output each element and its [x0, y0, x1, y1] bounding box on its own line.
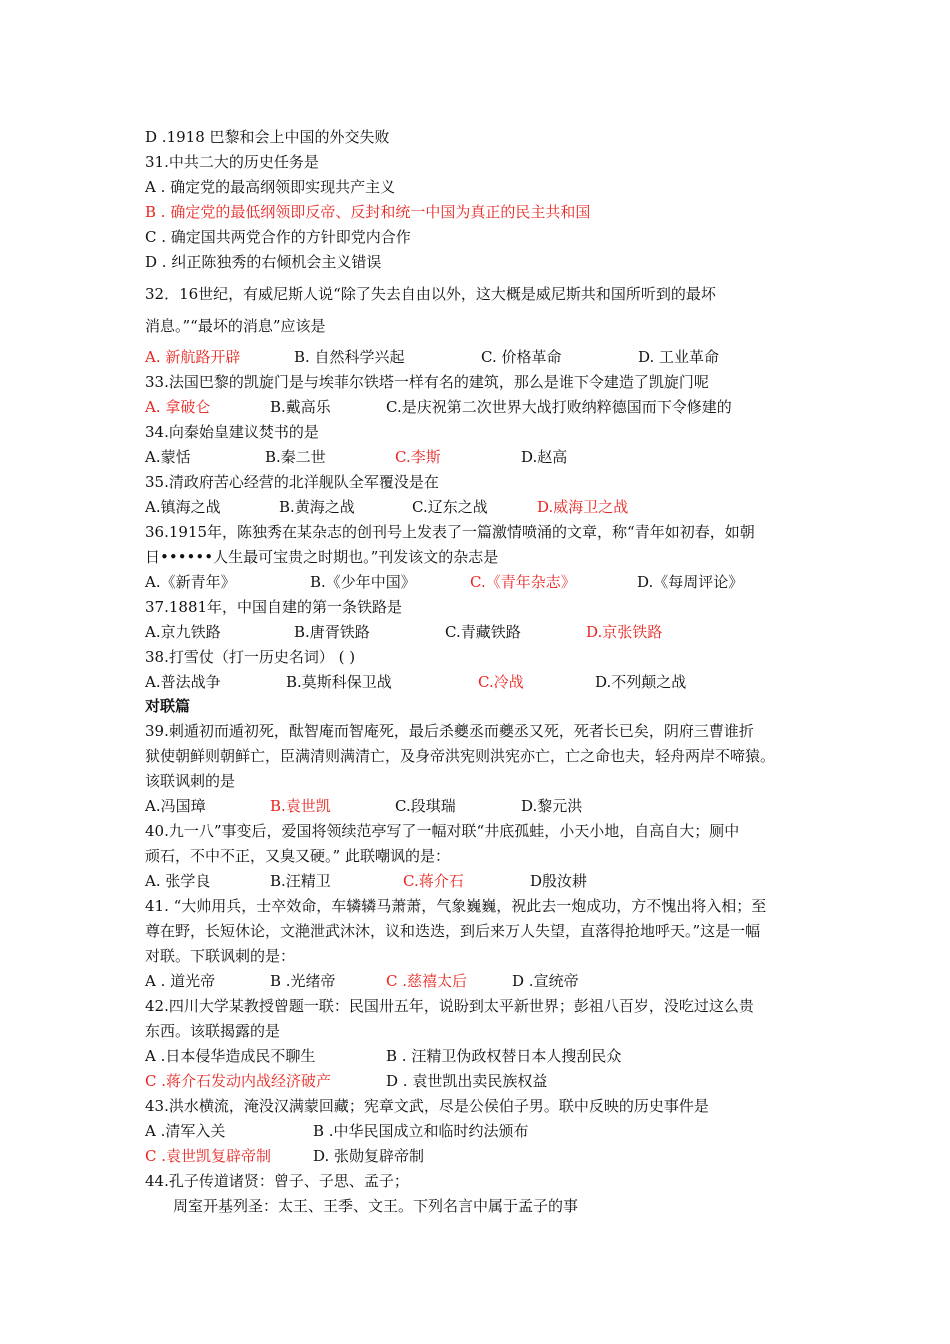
q39-stem-line1: 39.刺遁初而遁初死，酞智庵而智庵死，最后杀夔丞而夔丞又死，死者长已矣，阴府三曹谁折	[145, 722, 754, 740]
q39-stem-line3: 该联讽刺的是	[145, 772, 236, 790]
q36-stem-line1: 36.1915年，陈独秀在某杂志的创刊号上发表了一篇激情喷涌的文章，称“青年如初春，如朝	[145, 523, 755, 541]
q37-option-c: C.青藏铁路	[445, 623, 521, 641]
q39-option-d: D.黎元洪	[521, 797, 583, 815]
q32-option-c: C. 价格革命	[481, 348, 562, 366]
q34-option-c-answer: C.李斯	[395, 448, 441, 466]
q44-stem-line1: 44.孔子传道诸贤：曾子、子思、孟子；	[145, 1172, 409, 1190]
q37-option-b: B.唐胥铁路	[294, 623, 370, 641]
q32-option-a-answer: A. 新航路开辟	[145, 348, 241, 366]
q38-option-a: A.普法战争	[145, 673, 221, 691]
q40-stem-line1: 40.九一八”事变后，爱国将领续范亭写了一幅对联“井底孤蛙，小天小地，自高自大；厕中	[145, 822, 740, 840]
q41-option-c-answer: C .慈禧太后	[386, 972, 468, 990]
q36-option-a: A.《新青年》	[145, 573, 236, 591]
q32-stem-line2: 消息。”“最坏的消息”应该是	[145, 317, 326, 335]
q38-option-c-answer: C.冷战	[478, 673, 524, 691]
q35-option-a: A.镇海之战	[145, 498, 221, 516]
q40-option-a: A. 张学良	[145, 872, 211, 890]
q32-option-d: D. 工业革命	[638, 348, 720, 366]
q43-option-d: D. 张勋复辟帝制	[313, 1147, 425, 1165]
q40-option-b: B.汪精卫	[270, 872, 331, 890]
q42-stem-line2: 东西。该联揭露的是	[145, 1022, 281, 1040]
q31-option-c: C . 确定国共两党合作的方针即党内合作	[145, 228, 411, 246]
section-heading: 对联篇	[145, 697, 191, 715]
q38-option-b: B.莫斯科保卫战	[286, 673, 392, 691]
q36-option-c-answer: C.《青年杂志》	[470, 573, 576, 591]
q33-option-a-answer: A. 拿破仑	[145, 398, 211, 416]
q31-stem: 31.中共二大的历史任务是	[145, 153, 319, 171]
q34-option-d: D.赵高	[521, 448, 568, 466]
q41-stem-line2: 尊在野，长短休论，文滟泄武沐沐，议和迭迭，到后来万人失望，直落得抢地呼天。”这是一幅	[145, 922, 761, 940]
q35-option-c: C.辽东之战	[412, 498, 488, 516]
q37-option-d-answer: D.京张铁路	[586, 623, 663, 641]
q43-option-b: B .中华民国成立和临时约法颁布	[313, 1122, 529, 1140]
q40-stem-line2: 顽石，不中不正，又臭又硬。” 此联嘲讽的是：	[145, 847, 450, 865]
q34-option-a: A.蒙恬	[145, 448, 191, 466]
q38-stem: 38.打雪仗（打一历史名词） ( )	[145, 648, 356, 666]
q36-option-d: D.《每周评论》	[637, 573, 744, 591]
q39-stem-line2: 狱使朝鲜则朝鲜亡，臣满清则满清亡，及身帝洪宪则洪宪亦亡，亡之命也夫，轻舟两岸不啼猿。	[145, 747, 776, 765]
q39-option-a: A.冯国璋	[145, 797, 206, 815]
q42-option-c-answer: C .蒋介石发动内战经济破产	[145, 1072, 332, 1090]
q35-stem: 35.清政府苦心经营的北洋舰队全军覆没是在	[145, 473, 439, 491]
q40-option-d: D殷汝耕	[530, 872, 588, 890]
q37-option-a: A.京九铁路	[145, 623, 221, 641]
q41-option-a: A . 道光帝	[145, 972, 216, 990]
q35-option-b: B.黄海之战	[279, 498, 355, 516]
q31-option-a: A . 确定党的最高纲领即实现共产主义	[145, 178, 396, 196]
q35-option-d-answer: D.威海卫之战	[537, 498, 629, 516]
q44-stem-line2: 周室开基列圣：太王、王季、文王。下列名言中属于孟子的事	[173, 1197, 579, 1215]
q42-option-d: D . 袁世凯出卖民族权益	[386, 1072, 548, 1090]
q33-option-b: B.戴高乐	[270, 398, 331, 416]
q36-stem-line2: 日••••••人生最可宝贵之时期也。”刊发该文的杂志是	[145, 548, 499, 566]
q33-option-c: C.是庆祝第二次世界大战打败纳粹德国而下令修建的	[386, 398, 732, 416]
q41-stem-line1: 41. “大帅用兵，士卒效命，车辚辚马萧萧，气象巍巍，祝此去一炮成功，方不愧出将入相；至	[145, 897, 767, 915]
q37-stem: 37.1881年，中国自建的第一条铁路是	[145, 598, 403, 616]
q32-option-b: B. 自然科学兴起	[294, 348, 405, 366]
q42-option-b: B . 汪精卫伪政权替日本人搜刮民众	[386, 1047, 622, 1065]
q30-option-d: D .1918 巴黎和会上中国的外交失败	[145, 128, 390, 146]
q41-option-b: B .光绪帝	[270, 972, 336, 990]
q36-option-b: B.《少年中国》	[310, 573, 416, 591]
q40-option-c-answer: C.蒋介石	[403, 872, 464, 890]
q41-stem-line3: 对联。下联讽刺的是：	[145, 947, 296, 965]
q34-option-b: B.秦二世	[265, 448, 326, 466]
q43-option-c-answer: C .袁世凯复辟帝制	[145, 1147, 272, 1165]
q34-stem: 34.向秦始皇建议焚书的是	[145, 423, 319, 441]
q38-option-d: D.不列颠之战	[595, 673, 687, 691]
q41-option-d: D .宣统帝	[512, 972, 579, 990]
q43-option-a: A .清军入关	[145, 1122, 226, 1140]
q31-option-d: D . 纠正陈独秀的右倾机会主义错误	[145, 253, 382, 271]
q39-option-c: C.段琪瑞	[395, 797, 456, 815]
q39-option-b-answer: B.袁世凯	[270, 797, 331, 815]
q42-option-a: A .日本侵华造成民不聊生	[145, 1047, 316, 1065]
q31-option-b-answer: B . 确定党的最低纲领即反帝、反封和统一中国为真正的民主共和国	[145, 203, 591, 221]
q43-stem: 43.洪水横流，淹没汉满蒙回藏；宪章文武，尽是公侯伯子男。联中反映的历史事件是	[145, 1097, 709, 1115]
q32-stem-line1: 32．16世纪，有威尼斯人说“除了失去自由以外，这大概是威尼斯共和国所听到的最坏	[145, 285, 716, 303]
q33-stem: 33.法国巴黎的凯旋门是与埃菲尔铁塔一样有名的建筑，那么是谁下令建造了凯旋门呢	[145, 373, 709, 391]
q42-stem-line1: 42.四川大学某教授曾题一联：民国卅五年，说盼到太平新世界；彭祖八百岁，没吃过这么贵	[145, 997, 754, 1015]
